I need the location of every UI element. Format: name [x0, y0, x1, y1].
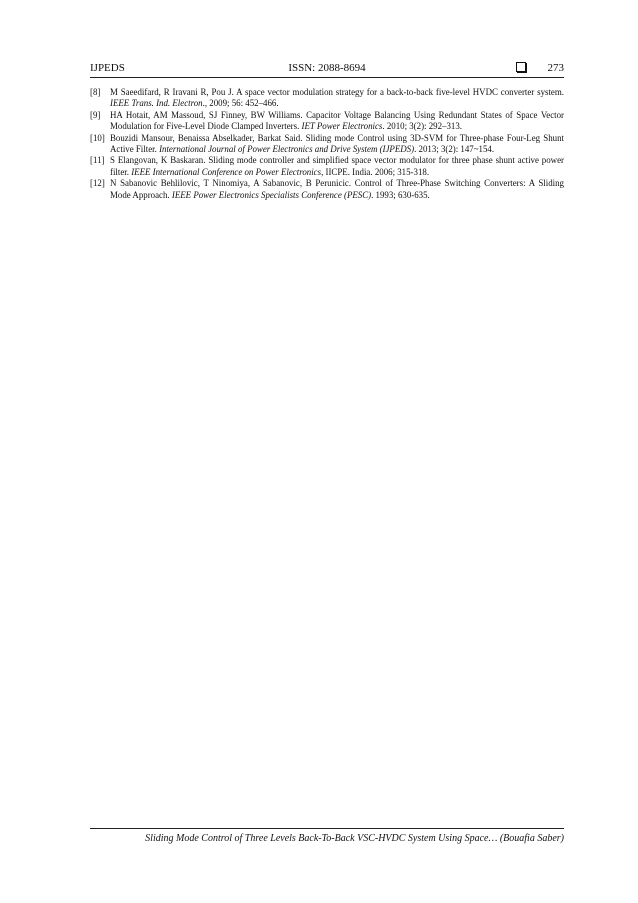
- page-number: 273: [547, 62, 564, 74]
- running-title: Sliding Mode Control of Three Levels Back-To-Back VSC-HVDC System Using Space… (Bouafia Saber): [145, 833, 564, 844]
- square-bullet-icon: [516, 62, 526, 72]
- reference-venue: IEEE International Conference on Power Electronics: [131, 166, 322, 177]
- reference-text: HA Hotait, AM Massoud, SJ Finney, BW Williams. Capacitor Voltage Balancing Using Redundant States of Space Vector Modulation for Five-Level Diode Clamped Inverters.: [110, 109, 564, 132]
- reference-venue: IET Power Electronics: [301, 121, 383, 132]
- reference-item: [90, 178, 564, 201]
- reference-list: [90, 87, 564, 201]
- page-footer: [90, 828, 564, 844]
- reference-venue: IEEE Power Electronics Specialists Conference (PESC): [171, 189, 372, 200]
- reference-number: [10]: [90, 132, 105, 143]
- issn-label: ISSN: 2088-8694: [288, 62, 366, 74]
- reference-text: M Saeedifard, R Iravani R, Pou J. A space vector modulation strategy for a back-to-back five-level HVDC converter system.: [110, 87, 564, 97]
- journal-name: IJPEDS: [90, 62, 125, 74]
- page-header: [90, 55, 564, 78]
- reference-text: S Elangovan, K Baskaran. Sliding mode controller and simplified space vector modulator for three phase shunt active power filter.: [110, 155, 564, 177]
- reference-details: , IICPE. India. 2006; 315-318.: [321, 166, 430, 177]
- reference-item: [90, 110, 564, 133]
- reference-number: [12]: [90, 178, 105, 189]
- reference-text: Bouzidi Mansour, Benaissa Abselkader, Barkat Said. Sliding mode Control using 3D-SVM for Three-phase Four-Leg Shunt Active Filter.: [110, 132, 564, 155]
- reference-number: [8]: [90, 87, 101, 97]
- reference-item: [90, 87, 564, 110]
- reference-venue: International Journal of Power Electronics and Drive System (IJPEDS): [159, 144, 415, 155]
- reference-venue: IEEE Trans. Ind. Electron: [110, 98, 203, 109]
- header-right: [516, 62, 565, 74]
- reference-text: N Sabanovic Behlilovic, T Ninomiya, A Sabanovic, B Perunicic. Control of Three-Phase Switching Converters: A Sliding Mode Approach.: [110, 178, 564, 200]
- reference-number: [9]: [90, 109, 101, 120]
- reference-item: [90, 133, 564, 156]
- reference-details: . 2013; 3(2): 147~154.: [414, 144, 495, 155]
- reference-number: [11]: [90, 155, 105, 166]
- reference-details: ., 2009; 56: 452–466.: [202, 98, 279, 109]
- reference-details: . 1993; 630-635.: [371, 189, 430, 200]
- reference-item: [90, 155, 564, 178]
- reference-details: . 2010; 3(2): 292–313.: [382, 121, 462, 132]
